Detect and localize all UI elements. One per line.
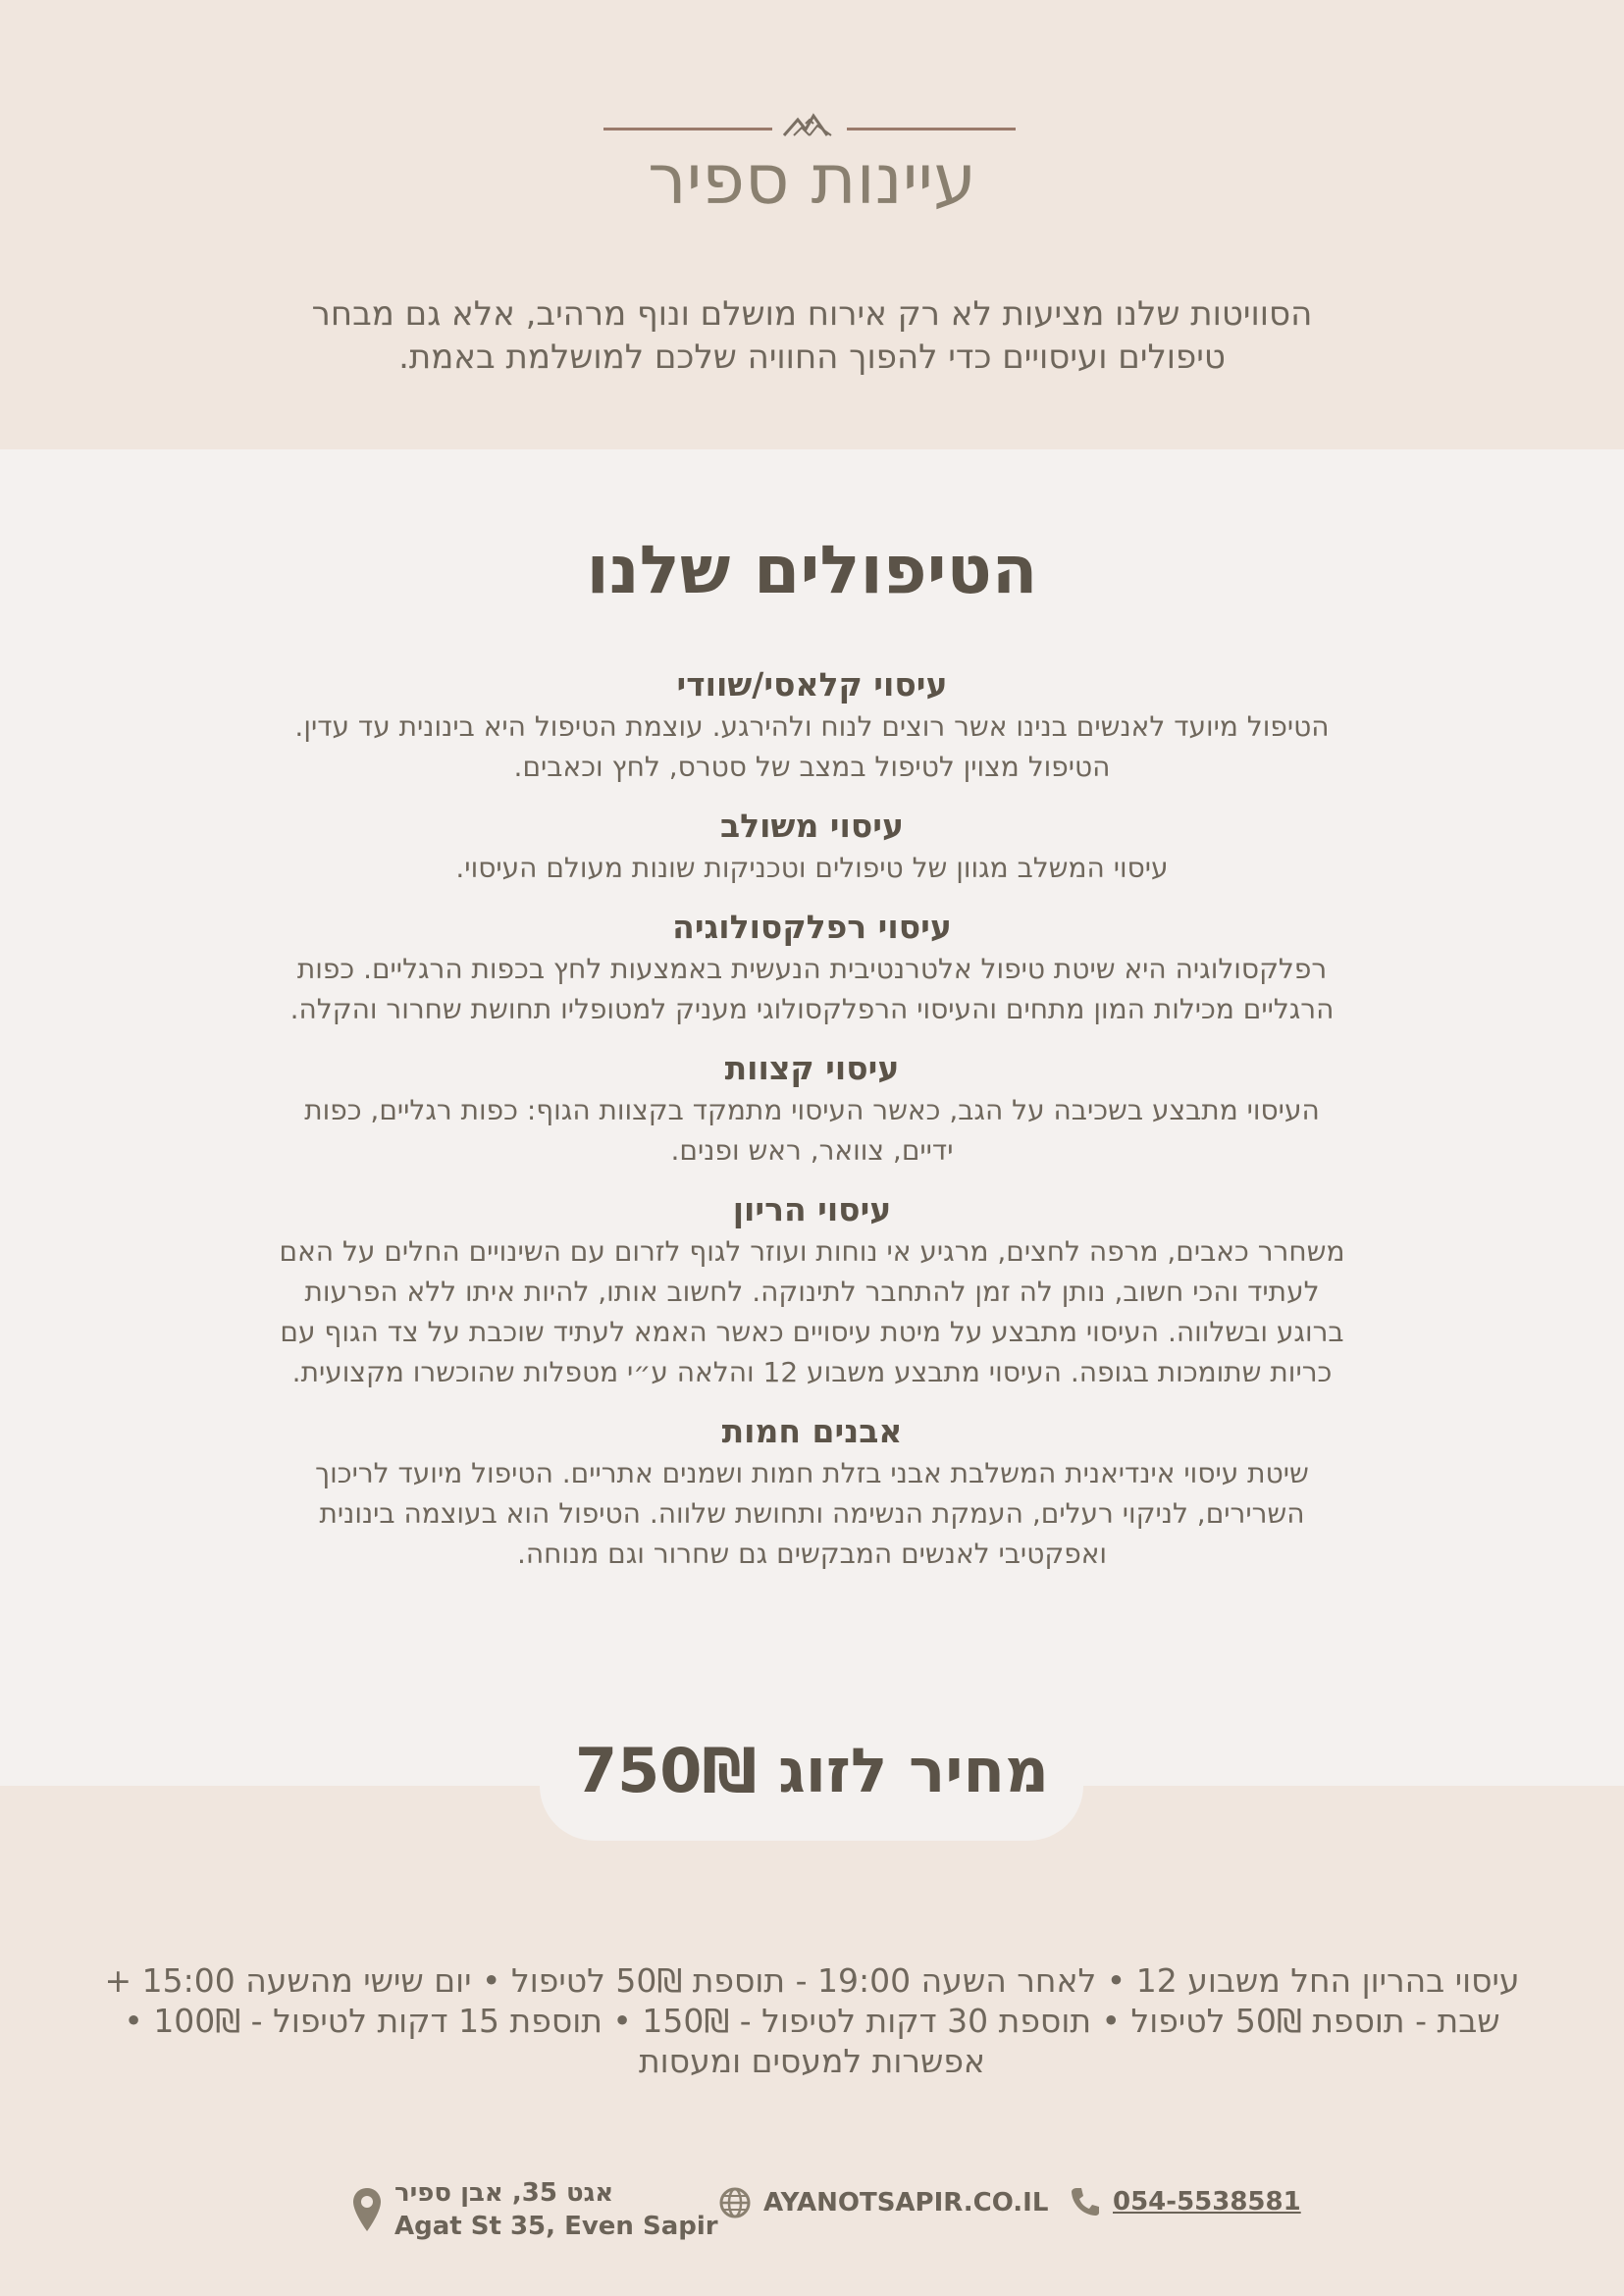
intro-line: טיפולים ועיסויים כדי להפוך החוויה שלכם למושלמת באמת.	[398, 338, 1226, 377]
treatment-name: אבנים חמות	[721, 1412, 903, 1450]
ornament-line-left	[603, 128, 772, 130]
address-english: Agat St 35, Even Sapir	[394, 2212, 718, 2241]
treatments-list	[216, 663, 1408, 1592]
description-line: העיסוי מתבצע בשכיבה על הגב, כאשר העיסוי מתמקד בקצוות הגוף: כפות רגליים, כפות	[304, 1094, 1320, 1126]
website-link[interactable]: AYANOTSAPIR.CO.IL	[763, 2188, 1049, 2218]
intro-text	[245, 292, 1379, 379]
treatment-name: עיסוי הריון	[732, 1190, 892, 1228]
description-line: לעתיד והכי חשוב, נותן לה זמן להתחבר לתינוקה. לחשוב אותו, להיות איתו ללא הפרעות	[304, 1276, 1320, 1308]
note-line: אפשרות למעסים ומעסות	[638, 2042, 985, 2080]
treatment-name: עיסוי משולב	[720, 807, 904, 845]
treatment-name: עיסוי קלאסי/שוודי	[676, 665, 948, 704]
note-line: עיסוי בהריון החל משבוע 12 • לאחר השעה 19:00 - תוספת 50₪ לטיפול • יום שישי מהשעה 15:00 +	[104, 1961, 1520, 2000]
phone-contact[interactable]	[1070, 2186, 1301, 2218]
address-contact	[351, 2176, 718, 2243]
treatment-description	[216, 1090, 1408, 1171]
description-line: הטיפול מצוין לטיפול במצב של סטרס, לחץ וכאבים.	[513, 751, 1111, 783]
description-line: הרגליים מכילות המון מתחים והעיסוי הרפלקסולוגי מעניק למטופליו תחושת שחרור והקלה.	[289, 993, 1335, 1025]
description-line: רפלקסולוגיה היא שיטת טיפול אלטרנטיבית הנעשית באמצעות לחץ בכפות הרגליים. כפות	[296, 953, 1328, 985]
treatment-description	[216, 1231, 1408, 1392]
description-line: כריות שתומכות בגופה. העיסוי מתבצע משבוע 12 והלאה ע״י מטפלות שהוכשרו מקצועית.	[291, 1356, 1333, 1388]
footer	[0, 2176, 1624, 2245]
ornament-line-right	[847, 128, 1016, 130]
description-line: ידיים, צוואר, ראש ופנים.	[670, 1134, 954, 1167]
treatment-item	[216, 1188, 1408, 1392]
header-section	[0, 0, 1624, 449]
treatment-description	[216, 706, 1408, 787]
section-title: הטיפולים שלנו	[586, 532, 1038, 609]
globe-icon	[718, 2186, 752, 2219]
website-contact[interactable]	[718, 2186, 1048, 2219]
treatment-description	[216, 1453, 1408, 1574]
treatment-name: עיסוי רפלקסולוגיה	[672, 908, 952, 946]
treatment-item	[216, 906, 1408, 1029]
address-hebrew: אגט 35, אבן ספיר	[394, 2178, 614, 2208]
treatment-description	[216, 949, 1408, 1029]
location-pin-icon	[351, 2186, 383, 2233]
description-line: השרירים, לניקוי רעלים, העמקת הנשימה ותחושת שלווה. הטיפול הוא בעוצמה בינונית	[319, 1497, 1305, 1530]
notes-block	[59, 1960, 1565, 2081]
description-line: ברוגע ובשלווה. העיסוי מתבצע על מיטת עיסויים כאשר האמא לעתיד שוכבת על צד הגוף עם	[280, 1316, 1344, 1348]
phone-link[interactable]: 054-5538581	[1113, 2187, 1301, 2217]
price-label: מחיר לזוג 750₪	[574, 1735, 1050, 1806]
page-title: עיינות ספיר	[648, 139, 976, 220]
treatment-description	[216, 848, 1408, 888]
treatment-name: עיסוי קצוות	[724, 1049, 900, 1087]
note-line: שבת - תוספת 50₪ לטיפול • תוספת 30 דקות לטיפול - 150₪ • תוספת 15 דקות לטיפול - 100₪ •	[124, 2002, 1500, 2040]
treatments-section	[0, 449, 1624, 1786]
description-line: ואפקטיבי לאנשים המבקשים גם שחרור וגם מנוחה.	[516, 1538, 1108, 1570]
description-line: הטיפול מיועד לאנשים בנינו אשר רוצים לנוח ולהירגע. עוצמת הטיפול היא בינונית עד עדין.	[294, 710, 1330, 743]
description-line: שיטת עיסוי אינדיאנית המשלבת אבני בזלת חמות ושמנים אתריים. הטיפול מיועד לריכוך	[315, 1457, 1309, 1489]
treatment-item	[216, 805, 1408, 888]
intro-line: הסוויטות שלנו מציעות לא רק אירוח מושלם ונוף מרהיב, אלא גם מבחר	[311, 294, 1313, 334]
treatment-item	[216, 1047, 1408, 1171]
phone-icon	[1070, 2186, 1101, 2218]
description-line: עיסוי המשלב מגוון של טיפולים וטכניקות שונות מעולם העיסוי.	[455, 852, 1169, 884]
description-line: משחרר כאבים, מרפה לחצים, מרגיע אי נוחות ועוזר לגוף לזרום עם השינויים החלים על האם	[279, 1235, 1345, 1268]
treatment-item	[216, 1410, 1408, 1574]
treatment-item	[216, 663, 1408, 787]
